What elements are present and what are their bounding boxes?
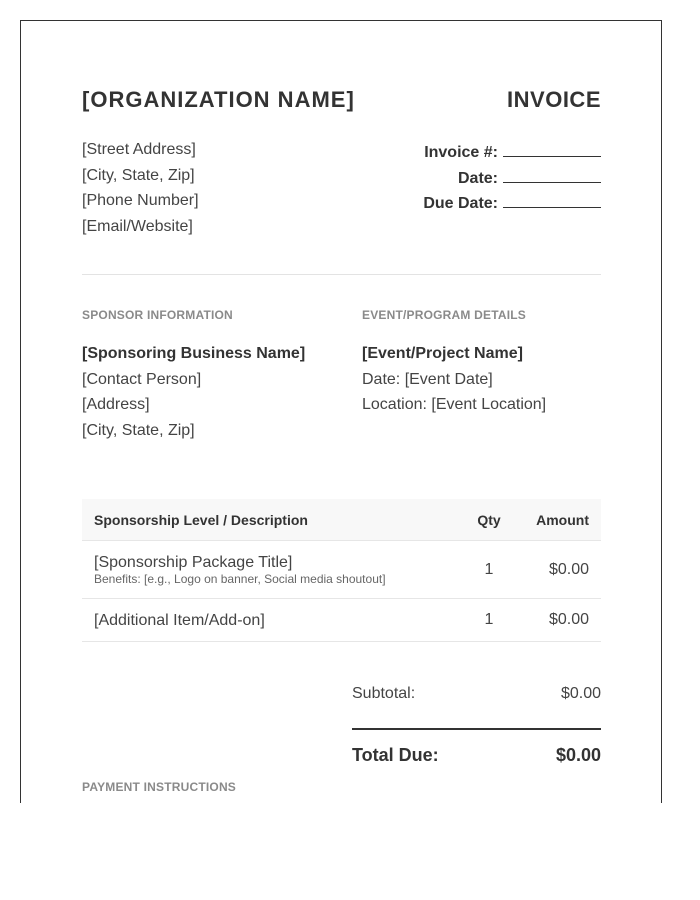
email-website: [Email/Website] <box>82 218 193 236</box>
invoice-date-row <box>423 168 601 194</box>
event-location: Location: [Event Location] <box>362 396 547 414</box>
organization-name: [ORGANIZATION NAME] <box>82 87 355 112</box>
total-due-label: Total Due: <box>352 744 439 765</box>
item-amount: $0.00 <box>524 541 601 599</box>
table-row <box>82 599 601 642</box>
event-date: Date: [Event Date] <box>362 370 493 388</box>
item-qty: 1 <box>454 541 524 599</box>
item-description <box>82 541 454 599</box>
table-header-row <box>82 499 601 541</box>
sponsor-address: [Address] <box>82 396 150 414</box>
phone-number: [Phone Number] <box>82 192 199 210</box>
qty-column-header: Qty <box>454 499 524 541</box>
invoice-meta <box>423 142 601 219</box>
invoice-number-row <box>423 142 601 168</box>
sponsor-business-name: [Sponsoring Business Name] <box>82 345 306 362</box>
total-divider <box>352 728 601 730</box>
line-items-table <box>82 499 601 642</box>
total-due-value: $0.00 <box>555 744 601 765</box>
item-description <box>82 599 454 642</box>
item-title: [Sponsorship Package Title] <box>94 554 293 571</box>
table-row <box>82 541 601 599</box>
organization-address <box>82 137 199 240</box>
invoice-number-blank <box>503 142 601 157</box>
description-column-header: Sponsorship Level / Description <box>82 499 454 541</box>
subtotal-label: Subtotal: <box>352 685 416 702</box>
city-state-zip: [City, State, Zip] <box>82 166 195 184</box>
street-address: [Street Address] <box>82 141 196 158</box>
subtotal-row <box>352 679 601 709</box>
invoice-date-blank <box>503 168 601 183</box>
event-section-heading: EVENT/PROGRAM DETAILS <box>362 308 526 322</box>
sponsor-city-state-zip: [City, State, Zip] <box>82 422 195 440</box>
due-date-label: Due Date: <box>423 195 498 212</box>
item-title: [Additional Item/Add-on] <box>94 611 265 629</box>
totals-section <box>352 679 601 766</box>
invoice-date-label: Date: <box>457 169 498 187</box>
sponsor-section-heading: SPONSOR INFORMATION <box>82 308 233 322</box>
event-name: [Event/Project Name] <box>362 345 523 362</box>
amount-column-header: Amount <box>524 499 601 541</box>
payment-instructions-heading: PAYMENT INSTRUCTIONS <box>82 780 237 794</box>
item-benefits: Benefits: [e.g., Logo on banner, Social media shoutout] <box>94 572 386 586</box>
total-due-row <box>352 744 601 766</box>
subtotal-value: $0.00 <box>560 685 601 702</box>
invoice-sheet <box>20 20 662 803</box>
due-date-row <box>423 193 601 219</box>
sponsor-contact-person: [Contact Person] <box>82 370 202 388</box>
header-divider <box>82 274 601 275</box>
event-details <box>362 341 546 418</box>
due-date-blank <box>503 193 601 208</box>
item-amount: $0.00 <box>524 599 601 642</box>
item-qty: 1 <box>454 599 524 642</box>
sponsor-info <box>82 341 305 444</box>
invoice-number-label: Invoice #: <box>424 144 498 161</box>
invoice-title: INVOICE <box>507 87 601 112</box>
